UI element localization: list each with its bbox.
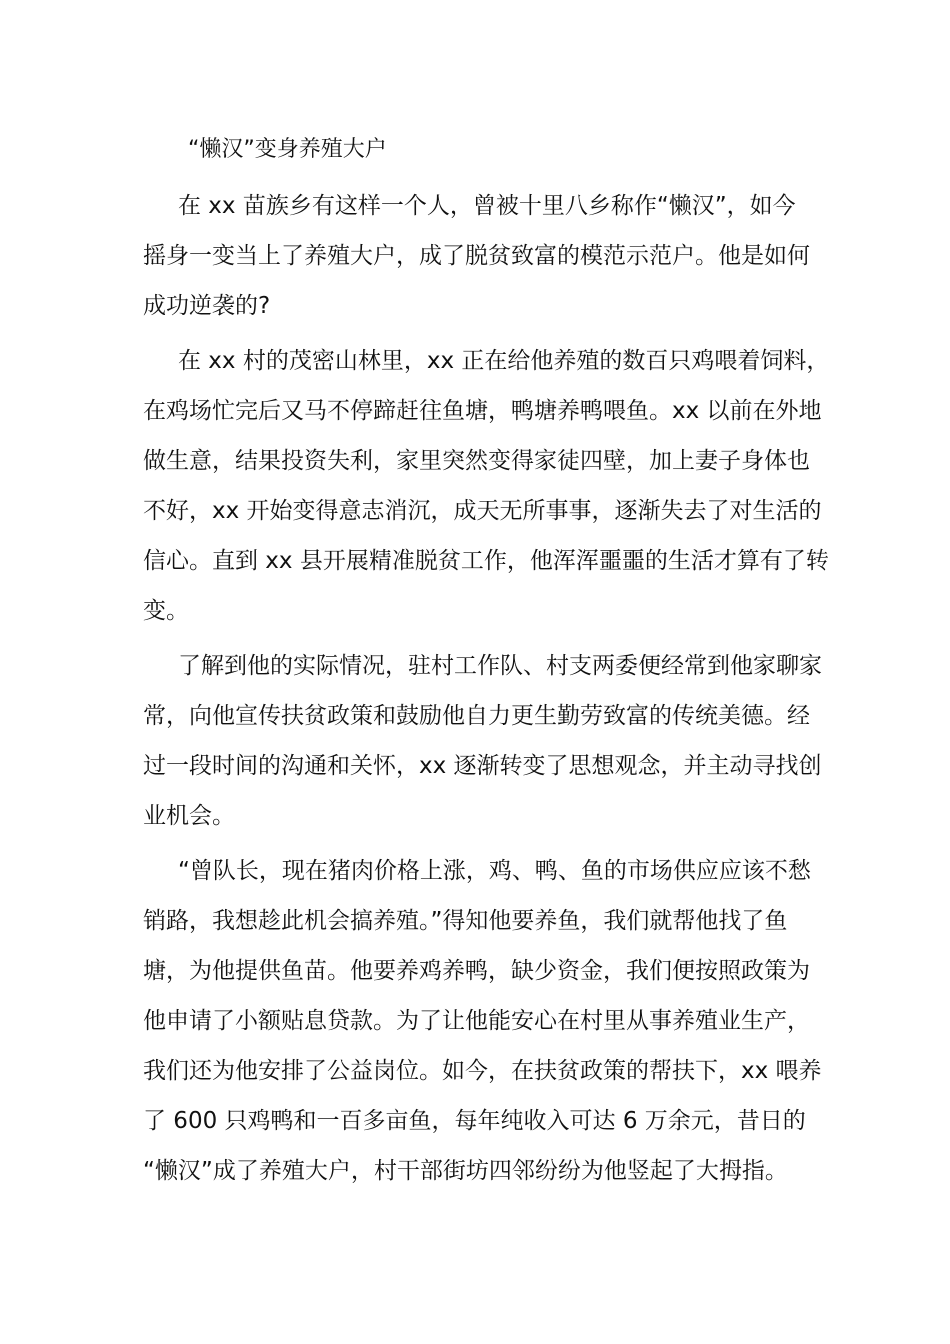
paragraph-line: 他申请了小额贴息贷款。为了让他能安心在村里从事养殖业生产， <box>143 1008 810 1034</box>
paragraph-line: 了解到他的实际情况，驻村工作队、村支两委便经常到他家聊家 <box>178 653 822 679</box>
paragraph-line: 做生意，结果投资失利，家里突然变得家徒四壁，加上妻子身体也 <box>143 448 810 474</box>
paragraph-line: 销路，我想趁此机会搞养殖。”得知他要养鱼，我们就帮他找了鱼 <box>143 908 788 934</box>
paragraph-line: 摇身一变当上了养殖大户，成了脱贫致富的模范示范户。他是如何 <box>143 243 810 269</box>
paragraph-line: 不好，xx 开始变得意志消沉，成天无所事事，逐渐失去了对生活的 <box>143 498 822 524</box>
paragraph-line: 业机会。 <box>143 803 235 829</box>
paragraph-line: 在 xx 村的茂密山林里，xx 正在给他养殖的数百只鸡喂着饲料， <box>178 348 830 374</box>
paragraph-line: “懒汉”成了养殖大户，村干部街坊四邻纷纷为他竖起了大拇指。 <box>143 1158 788 1184</box>
paragraph-line: 成功逆袭的? <box>143 293 271 319</box>
paragraph-line: “曾队长，现在猪肉价格上涨，鸡、鸭、鱼的市场供应应该不愁 <box>178 858 811 884</box>
paragraph-line: 我们还为他安排了公益岗位。如今，在扶贫政策的帮扶下，xx 喂养 <box>143 1058 822 1084</box>
paragraph-line: 了 600 只鸡鸭和一百多亩鱼，每年纯收入可达 6 万余元，昔日的 <box>143 1108 806 1134</box>
paragraph-line: 在 xx 苗族乡有这样一个人，曾被十里八乡称作“懒汉”，如今 <box>178 193 796 219</box>
paragraph-line: 塘，为他提供鱼苗。他要养鸡养鸭，缺少资金，我们便按照政策为 <box>143 958 810 984</box>
paragraph-line: 变。 <box>143 598 189 624</box>
document-title: “懒汉”变身养殖大户 <box>188 137 387 162</box>
paragraph-line: 在鸡场忙完后又马不停蹄赶往鱼塘，鸭塘养鸭喂鱼。xx 以前在外地 <box>143 398 822 424</box>
paragraph-line: 常，向他宣传扶贫政策和鼓励他自力更生勤劳致富的传统美德。经 <box>143 703 810 729</box>
paragraph-line: 过一段时间的沟通和关怀，xx 逐渐转变了思想观念，并主动寻找创 <box>143 753 822 779</box>
paragraph-line: 信心。直到 xx 县开展精准脱贫工作，他浑浑噩噩的生活才算有了转 <box>143 548 829 574</box>
